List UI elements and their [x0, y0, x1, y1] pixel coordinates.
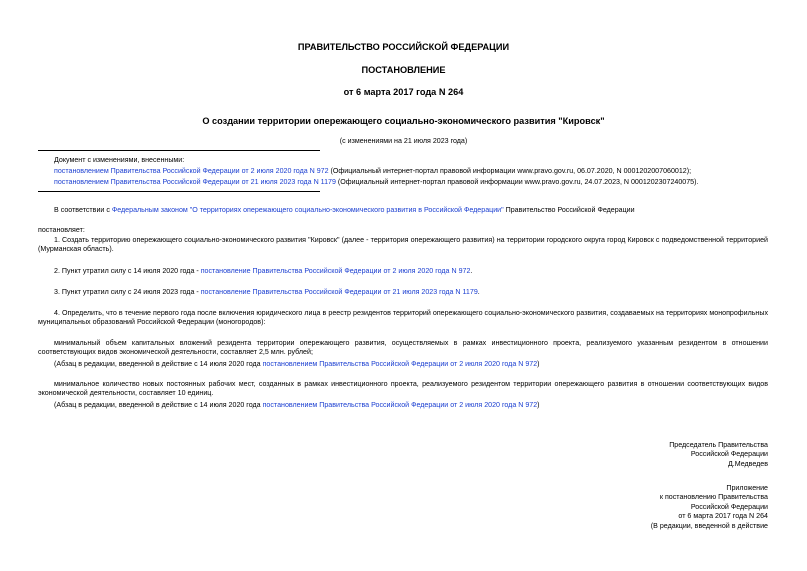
clause-4: 4. Определить, что в течение первого года после включения юридического лица в реестр резидентов территорий опережающего социально-экономического развития, создаваемых на территориях монопрофильных муниципальных образований Российской Федерации (моногородов): — [38, 309, 768, 327]
preamble: В соответствии с Федеральным законом "О территориях опережающего социально-экономического развития в Российской Федерации" Правительство Российской Федерации — [54, 206, 635, 214]
change-link[interactable]: постановлением Правительства Российской Федерации от 2 июля 2020 года N 972 — [54, 167, 329, 175]
appendix-label: Приложение — [726, 484, 768, 492]
amendment-note: (Абзац в редакции, введенной в действие с 14 июля 2020 года постановлением Правительства Российской Федерации от 2 июля 2020 года N 972) — [54, 401, 540, 409]
divider-bottom — [38, 191, 320, 192]
document-type: ПОСТАНОВЛЕНИЕ — [361, 65, 446, 75]
government-heading: ПРАВИТЕЛЬСТВО РОССИЙСКОЙ ФЕДЕРАЦИИ — [297, 42, 510, 52]
change-source: (Официальный интернет-портал правовой информации www.pravo.gov.ru, 24.07.2023, N 0001202307240075). — [335, 178, 699, 186]
federal-law-link[interactable]: Федеральным законом "О территориях опережающего социально-экономического развития в Российской Федерации" — [111, 206, 504, 214]
amendment-note: (Абзац в редакции, введенной в действие с 14 июля 2020 года постановлением Правительства Российской Федерации от 2 июля 2020 года N 972) — [54, 360, 540, 368]
changes-intro: Документ с изменениями, внесенными: — [54, 156, 185, 164]
signature-name: Д.Медведев — [727, 459, 768, 468]
appendix-block: Приложение к постановлению Правительства Российской Федерации от 6 марта 2017 года N 264 (В редакции, введенной в действие — [600, 484, 768, 531]
clause-2-link[interactable]: постановление Правительства Российской Федерации от 2 июля 2020 года N 972 — [200, 267, 471, 275]
signature-block — [600, 441, 768, 469]
change-item — [54, 167, 691, 176]
clause-3: 3. Пункт утратил силу с 24 июля 2023 года - постановление Правительства Российской Федерации от 21 июля 2023 года N 1179. — [54, 288, 480, 296]
clause-2: 2. Пункт утратил силу с 14 июля 2020 года - постановление Правительства Российской Федерации от 2 июля 2020 года N 972. — [54, 267, 473, 275]
clause-1: 1. Создать территорию опережающего социально-экономического развития "Кировск" (далее - территория опережающего развития) на территории городского округа город Кировск с подведомственной территорией (Мурманская область). — [38, 236, 768, 254]
clause-3-link[interactable]: постановление Правительства Российской Федерации от 21 июля 2023 года N 1179 — [200, 288, 478, 296]
change-link[interactable]: постановлением Правительства Российской Федерации от 21 июля 2023 года N 1179 — [54, 178, 336, 186]
date-number: от 6 марта 2017 года N 264 — [343, 87, 464, 97]
amendments-note: (с изменениями на 21 июля 2023 года) — [339, 137, 468, 145]
signature-org: Российской Федерации — [690, 450, 768, 459]
amendment-link[interactable]: постановлением Правительства Российской Федерации от 2 июля 2020 года N 972 — [262, 401, 538, 409]
decrees-label: постановляет: — [38, 226, 85, 234]
divider-top — [38, 150, 320, 151]
change-source: (Официальный интернет-портал правовой информации www.pravo.gov.ru, 06.07.2020, N 0001202007060012); — [328, 167, 692, 175]
change-item — [54, 178, 698, 187]
signature-position: Председатель Правительства — [669, 441, 768, 449]
amendment-link[interactable]: постановлением Правительства Российской Федерации от 2 июля 2020 года N 972 — [262, 360, 538, 368]
document-title: О создании территории опережающего социально-экономического развития "Кировск" — [202, 116, 605, 126]
clause-4-capital: минимальный объем капитальных вложений резидента территории опережающего развития, осуществляемых в рамках инвестиционного проекта, реализуемого указанным резидентом в отношении соответствующих видов экономической деятельности, составляет 2,5 млн. рублей; — [38, 339, 768, 357]
clause-4-jobs: минимальное количество новых постоянных рабочих мест, созданных в рамках инвестиционного проекта, реализуемого резидентом территории опережающего развития в отношении соответствующих видов экономической деятельности, составляет 10 единиц. — [38, 380, 768, 398]
